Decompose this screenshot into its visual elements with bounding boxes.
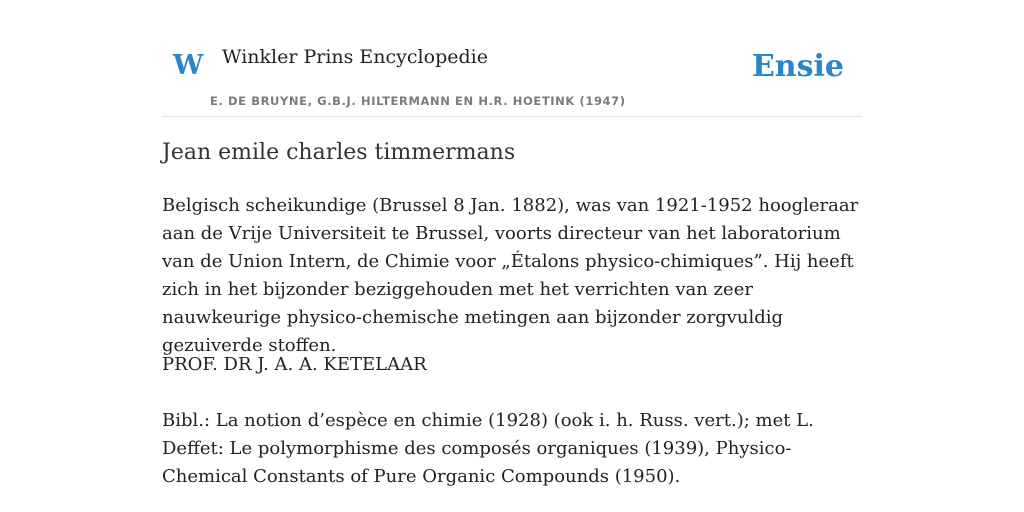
publication-title[interactable]: Winkler Prins Encyclopedie (222, 46, 488, 68)
winkler-prins-logo[interactable]: W (173, 50, 204, 81)
article-title: Jean emile charles timmermans (162, 140, 516, 165)
article-body: Belgisch scheikundige (Brussel 8 Jan. 1882), was van 1921-1952 hoogleraar aan de Vrije Universiteit te Brussel, voorts directeur van het laboratorium van de Union Intern, de Chimie voor „Étalons physico-chimiques”. Hij heeft zich in het bijzonder beziggehouden met het verrichten van zeer nauwkeurige physico-chemische metingen aan bijzonder zorgvuldig gezuiverde stoffen. (162, 195, 859, 356)
page (162, 0, 862, 487)
article-author: PROF. DR J. A. A. KETELAAR (162, 354, 427, 375)
publication-authors: E. DE BRUYNE, G.B.J. HILTERMANN EN H.R. HOETINK (1947) (210, 94, 626, 108)
article-bibliography: Bibl.: La notion d’espèce en chimie (1928) (ook i. h. Russ. vert.); met L. Deffet: Le polymorphisme des composés organiques (1939), Physico-Chemical Constants of Pure Organic Compounds (1950). (162, 410, 814, 487)
ensie-logo[interactable]: Ensie (751, 49, 844, 84)
header (162, 0, 862, 117)
